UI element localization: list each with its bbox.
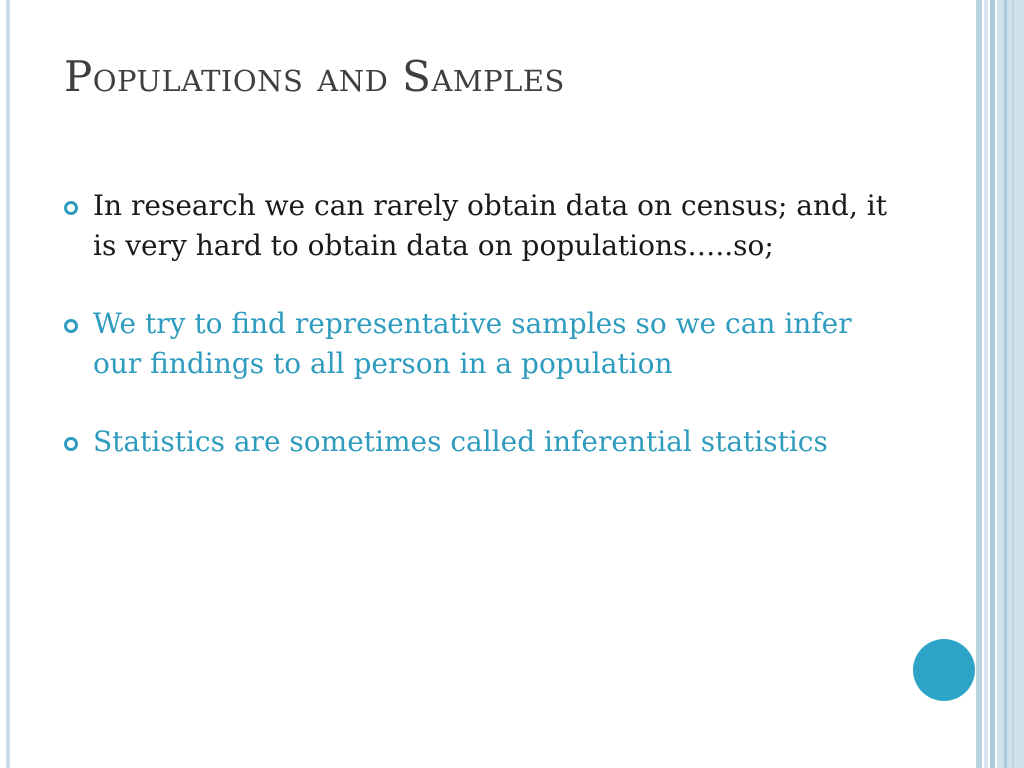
right-stripe-decoration bbox=[990, 0, 995, 768]
bullet-circle-icon bbox=[64, 201, 78, 215]
left-border-decoration bbox=[6, 0, 10, 768]
bullet-circle-icon bbox=[64, 319, 78, 333]
bullet-item bbox=[64, 422, 904, 462]
accent-circle-decoration bbox=[913, 639, 975, 701]
bullet-list bbox=[64, 186, 904, 462]
right-stripe-decoration bbox=[1004, 0, 1007, 768]
bullet-item bbox=[64, 186, 904, 266]
bullet-circle-icon bbox=[64, 437, 78, 451]
slide-title: Populations and Samples bbox=[64, 52, 565, 101]
right-stripe-decoration bbox=[1012, 0, 1014, 768]
right-stripe-decoration bbox=[997, 0, 1024, 768]
bullet-text: Statistics are sometimes called inferential statistics bbox=[93, 425, 828, 458]
bullet-item bbox=[64, 304, 904, 384]
right-stripe-decoration bbox=[976, 0, 982, 768]
bullet-text: In research we can rarely obtain data on census; and, it is very hard to obtain data on populations…..so; bbox=[93, 189, 887, 262]
right-stripe-decoration bbox=[984, 0, 988, 768]
bullet-text: We try to find representative samples so we can infer our findings to all person in a population bbox=[93, 307, 852, 380]
